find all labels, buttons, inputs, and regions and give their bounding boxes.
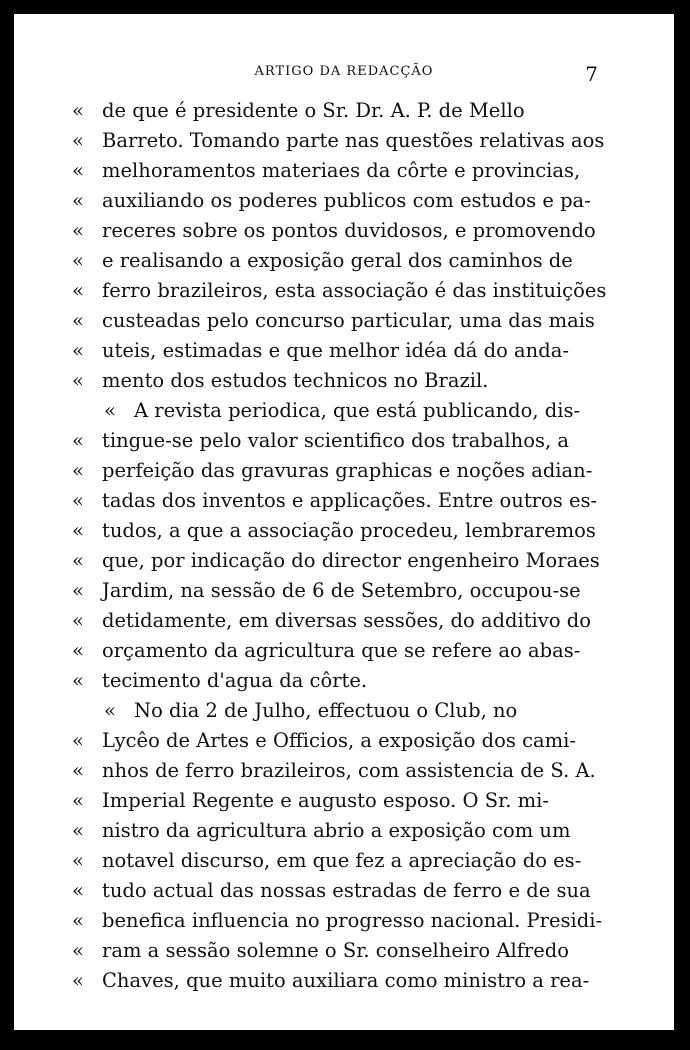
text-line bbox=[72, 366, 606, 396]
line-text: Chaves, que muito auxiliara como ministro a rea- bbox=[102, 969, 590, 992]
text-line bbox=[72, 426, 606, 456]
text-line bbox=[72, 396, 606, 426]
quotation-mark: « bbox=[72, 249, 84, 272]
quotation-mark: « bbox=[104, 699, 116, 722]
page-number: 7 bbox=[585, 62, 598, 86]
quotation-mark: « bbox=[72, 609, 84, 632]
line-text: Imperial Regente e augusto esposo. O Sr. mi- bbox=[102, 789, 549, 812]
line-text: Barreto. Tomando parte nas questões relativas aos bbox=[102, 129, 605, 152]
text-line bbox=[72, 276, 606, 306]
line-text: A revista periodica, que está publicando, dis- bbox=[134, 399, 581, 422]
quotation-mark: « bbox=[72, 279, 84, 302]
line-text: benefica influencia no progresso nacional. Presidi- bbox=[102, 909, 603, 932]
line-text: detidamente, em diversas sessões, do additivo do bbox=[102, 609, 591, 632]
quotation-mark: « bbox=[72, 429, 84, 452]
line-text: tadas dos inventos e applicações. Entre outros es- bbox=[102, 489, 598, 512]
quotation-mark: « bbox=[72, 339, 84, 362]
line-text: perfeição das gravuras graphicas e noções adian- bbox=[102, 459, 593, 482]
line-text: melhoramentos materiaes da côrte e provincias, bbox=[102, 159, 581, 182]
quotation-mark: « bbox=[72, 549, 84, 572]
text-line bbox=[72, 846, 606, 876]
quotation-mark: « bbox=[104, 399, 116, 422]
line-text: de que é presidente o Sr. Dr. A. P. de Mello bbox=[102, 99, 525, 122]
text-line bbox=[72, 246, 606, 276]
quotation-mark: « bbox=[72, 309, 84, 332]
quotation-mark: « bbox=[72, 789, 84, 812]
line-text: e realisando a exposição geral dos caminhos de bbox=[102, 249, 573, 272]
line-text: auxiliando os poderes publicos com estudos e pa- bbox=[102, 189, 591, 212]
quotation-mark: « bbox=[72, 729, 84, 752]
text-line bbox=[72, 456, 606, 486]
quotation-mark: « bbox=[72, 849, 84, 872]
text-line bbox=[72, 186, 606, 216]
quotation-mark: « bbox=[72, 759, 84, 782]
quotation-mark: « bbox=[72, 369, 84, 392]
line-text: ferro brazileiros, esta associação é das instituições bbox=[102, 279, 607, 302]
running-title: ARTIGO DA REDACÇÃO bbox=[254, 64, 434, 79]
text-line bbox=[72, 636, 606, 666]
quotation-mark: « bbox=[72, 969, 84, 992]
text-line bbox=[72, 936, 606, 966]
line-text: que, por indicação do director engenheiro Moraes bbox=[102, 549, 600, 572]
text-line bbox=[72, 216, 606, 246]
text-line bbox=[72, 696, 606, 726]
line-text: tingue-se pelo valor scientifico dos trabalhos, a bbox=[102, 429, 569, 452]
text-line bbox=[72, 576, 606, 606]
text-line bbox=[72, 486, 606, 516]
text-line bbox=[72, 606, 606, 636]
quotation-mark: « bbox=[72, 129, 84, 152]
text-line bbox=[72, 156, 606, 186]
text-line bbox=[72, 816, 606, 846]
line-text: notavel discurso, em que fez a apreciação do es- bbox=[102, 849, 582, 872]
quotation-mark: « bbox=[72, 489, 84, 512]
quotation-mark: « bbox=[72, 519, 84, 542]
line-text: uteis, estimadas e que melhor idéa dá do anda- bbox=[102, 339, 569, 362]
quotation-mark: « bbox=[72, 909, 84, 932]
body-text bbox=[72, 96, 606, 996]
text-line bbox=[72, 726, 606, 756]
text-line bbox=[72, 966, 606, 996]
quotation-mark: « bbox=[72, 819, 84, 842]
line-text: tudo actual das nossas estradas de ferro e de sua bbox=[102, 879, 591, 902]
text-line bbox=[72, 516, 606, 546]
line-text: tecimento d'agua da côrte. bbox=[102, 669, 368, 692]
quotation-mark: « bbox=[72, 669, 84, 692]
line-text: Lycêo de Artes e Officios, a exposição dos cami- bbox=[102, 729, 576, 752]
line-text: nistro da agricultura abrio a exposição com um bbox=[102, 819, 571, 842]
quotation-mark: « bbox=[72, 579, 84, 602]
quotation-mark: « bbox=[72, 189, 84, 212]
line-text: nhos de ferro brazileiros, com assistencia de S. A. bbox=[102, 759, 596, 782]
quotation-mark: « bbox=[72, 639, 84, 662]
quotation-mark: « bbox=[72, 879, 84, 902]
running-head bbox=[14, 64, 674, 86]
text-line bbox=[72, 96, 606, 126]
text-line bbox=[72, 306, 606, 336]
line-text: orçamento da agricultura que se refere ao abas- bbox=[102, 639, 581, 662]
line-text: receres sobre os pontos duvidosos, e promovendo bbox=[102, 219, 596, 242]
line-text: ram a sessão solemne o Sr. conselheiro Alfredo bbox=[102, 939, 569, 962]
line-text: Jardim, na sessão de 6 de Setembro, occupou-se bbox=[102, 579, 581, 602]
text-line bbox=[72, 666, 606, 696]
quotation-mark: « bbox=[72, 219, 84, 242]
quotation-mark: « bbox=[72, 939, 84, 962]
text-line bbox=[72, 756, 606, 786]
line-text: mento dos estudos technicos no Brazil. bbox=[102, 369, 489, 392]
text-line bbox=[72, 336, 606, 366]
line-text: tudos, a que a associação procedeu, lembraremos bbox=[102, 519, 596, 542]
line-text: No dia 2 de Julho, effectuou o Club, no bbox=[134, 699, 518, 722]
text-line bbox=[72, 876, 606, 906]
text-line bbox=[72, 546, 606, 576]
book-page bbox=[14, 14, 674, 1030]
quotation-mark: « bbox=[72, 99, 84, 122]
text-line bbox=[72, 906, 606, 936]
quotation-mark: « bbox=[72, 459, 84, 482]
quotation-mark: « bbox=[72, 159, 84, 182]
line-text: custeadas pelo concurso particular, uma das mais bbox=[102, 309, 595, 332]
text-line bbox=[72, 786, 606, 816]
text-line bbox=[72, 126, 606, 156]
